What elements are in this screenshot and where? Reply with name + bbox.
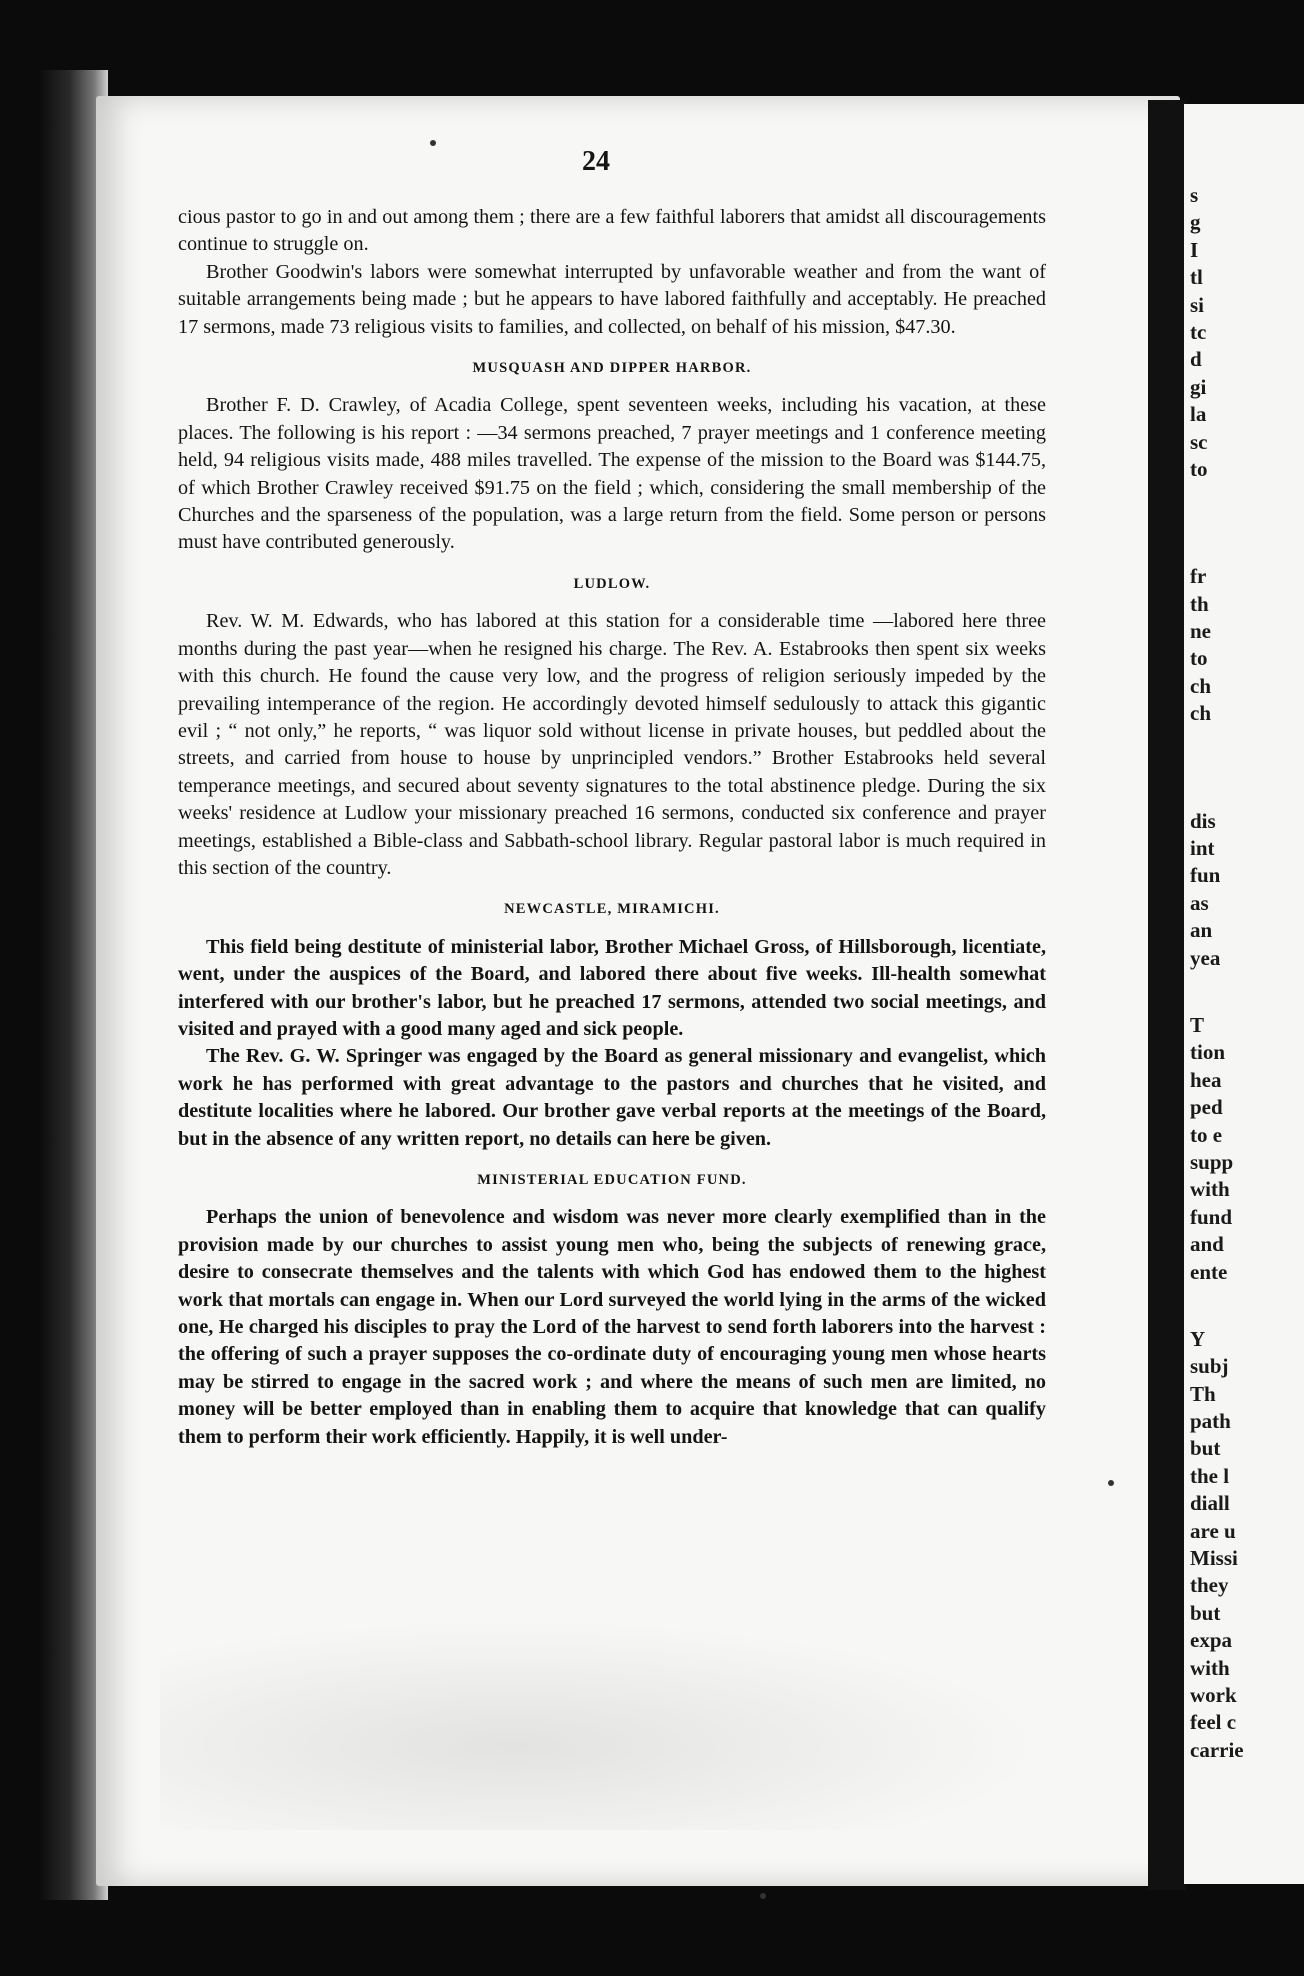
section-heading-ludlow: LUDLOW. (573, 575, 651, 592)
facing-line: fund (1190, 1204, 1233, 1229)
facing-line: dis (1190, 808, 1216, 833)
intro-paragraph-2: Brother Goodwin's labors were somewhat interrupted by unfavorable weather and from the want of suitable arrangements being made ; but he appears to have labored faithfully and acceptably. He preached 17 sermons, made 73 religious visits to families, and collected, on behalf of his mission, $47.30. (178, 260, 1046, 338)
intro-paragraph-1: cious pastor to go in and out among them ; there are a few faithful laborers that amidst all discouragements continue to struggle on. (178, 206, 1046, 256)
page-number: 24 (582, 146, 610, 177)
facing-line: int (1190, 836, 1215, 861)
facing-line: yea (1190, 945, 1221, 970)
section-heading-ministerial-education: MINISTERIAL EDUCATION FUND. (477, 1172, 747, 1188)
facing-line: but (1190, 1436, 1221, 1461)
facing-line: and (1190, 1232, 1224, 1257)
book-gutter (1148, 100, 1186, 1890)
facing-line: Th (1190, 1381, 1216, 1406)
facing-line: fun (1190, 863, 1221, 888)
facing-line: sc (1190, 429, 1208, 454)
facing-line: Missi (1190, 1546, 1238, 1571)
section-paragraph: This field being destitute of ministerial labor, Brother Michael Gross, of Hillsborough, licentiate, went, under the auspices of the Board, and labored there about five weeks. Ill-health somewhat interfered with our brother's labor, but he preached 17 sermons, attended two social meetings, and visited and prayed with a good many aged and sick people. (178, 935, 1046, 1040)
facing-line: g (1190, 210, 1201, 235)
facing-line: to e (1190, 1122, 1223, 1147)
facing-line: tion (1190, 1040, 1226, 1065)
facing-line: tc (1190, 319, 1207, 344)
facing-line: work (1190, 1682, 1237, 1707)
facing-line: hea (1190, 1067, 1222, 1092)
facing-line: path (1190, 1409, 1231, 1434)
facing-line: to (1190, 456, 1208, 481)
facing-page-fragment (1184, 104, 1304, 1884)
facing-line: subj (1190, 1354, 1229, 1379)
facing-line: expa (1190, 1628, 1232, 1653)
facing-line: ente (1190, 1259, 1228, 1284)
section-paragraph: Brother F. D. Crawley, of Acadia College, spent seventeen weeks, including his vacation, at these places. The following is his report : —34 sermons preached, 7 prayer meetings and 1 conference meeting held, 94 religious visits made, 488 miles travelled. The expense of the mission to the Board was $144.75, of which Brother Crawley received $91.75 on the field ; which, considering the small membership of the Churches and the sparseness of the population, was a large return from the field. Some person or persons must have contributed generously. (178, 394, 1046, 554)
facing-line: but (1190, 1600, 1221, 1625)
facing-line: T (1190, 1012, 1205, 1037)
facing-line: s (1190, 183, 1199, 207)
facing-line: d (1190, 347, 1202, 372)
facing-line: the l (1190, 1463, 1230, 1488)
facing-line: tl (1190, 265, 1203, 290)
section-heading-musquash: MUSQUASH AND DIPPER HARBOR. (472, 360, 752, 377)
facing-line: feel c (1190, 1710, 1237, 1735)
facing-line: ch (1190, 701, 1211, 726)
facing-line: as (1190, 890, 1209, 915)
facing-line: an (1190, 918, 1213, 943)
facing-line: si (1190, 292, 1205, 317)
facing-line: ped (1190, 1095, 1223, 1120)
page-content (178, 142, 1046, 1451)
facing-line: I (1190, 237, 1199, 262)
section-paragraph: Perhaps the union of benevolence and wisdom was never more clearly exemplified than in the provision made by our churches to assist young men who, being the subjects of renewing grace, desire to consecrate themselves and the talents with which God has endowed them to the highest work that mortals can engage in. When our Lord surveyed the world lying in the arms of the wicked one, He charged his disciples to pray the Lord of the harvest to send forth laborers into the harvest : the offering of such a prayer supposes the co-ordinate duty of encouraging young men whose hearts may be stirred to engage in the sacred work ; and where the means of such men are limited, no money will be better employed than in enabling them to acquire that knowledge that can qualify them to perform their work efficiently. Happily, it is well under- (178, 1206, 1046, 1448)
facing-line: th (1190, 591, 1209, 616)
facing-line: gi (1190, 374, 1207, 399)
facing-line: they (1190, 1573, 1229, 1598)
facing-line: to (1190, 646, 1208, 671)
scan-speck (760, 1893, 766, 1899)
scan-speck (1108, 1480, 1114, 1486)
facing-line: diall (1190, 1491, 1230, 1516)
facing-line: are u (1190, 1518, 1236, 1543)
facing-line: Y (1190, 1326, 1206, 1351)
section-heading-newcastle: NEWCASTLE, MIRAMICHI. (504, 901, 720, 918)
scan-speck (430, 140, 436, 146)
facing-line: la (1190, 402, 1207, 427)
facing-line: ne (1190, 619, 1211, 644)
section-paragraph: The Rev. G. W. Springer was engaged by the Board as general missionary and evangelist, which work he has performed with great advantage to the pastors and churches that he visited, and destitute localities where he labored. Our brother gave verbal reports at the meetings of the Board, but in the absence of any written report, no details can here be given. (178, 1045, 1046, 1150)
facing-line: with (1190, 1177, 1230, 1202)
section-paragraph: Rev. W. M. Edwards, who has labored at this station for a considerable time —labored here three months during the past year—when he resigned his charge. The Rev. A. Estabrooks then spent six weeks with this church. He found the cause very low, and the progress of religion seriously impeded by the prevailing intemperance of the region. He accordingly devoted himself sedulously to attack this gigantic evil ; “ not only,” he reports, “ was liquor sold without license in private houses, but peddled about the streets, and carried from house to house by unprincipled vendors.” Brother Estabrooks held several temperance meetings, and secured about seventy signatures to the total abstinence pledge. During the six weeks' residence at Ludlow your missionary preached 16 sermons, conducted six conference and prayer meetings, established a Bible-class and Sabbath-school library. Regular pastoral labor is much required in this section of the country. (178, 610, 1046, 879)
facing-line: fr (1190, 564, 1207, 589)
facing-line: carrie (1190, 1737, 1244, 1762)
facing-line: ch (1190, 673, 1211, 698)
facing-line: with (1190, 1655, 1230, 1680)
facing-line: supp (1190, 1149, 1234, 1174)
